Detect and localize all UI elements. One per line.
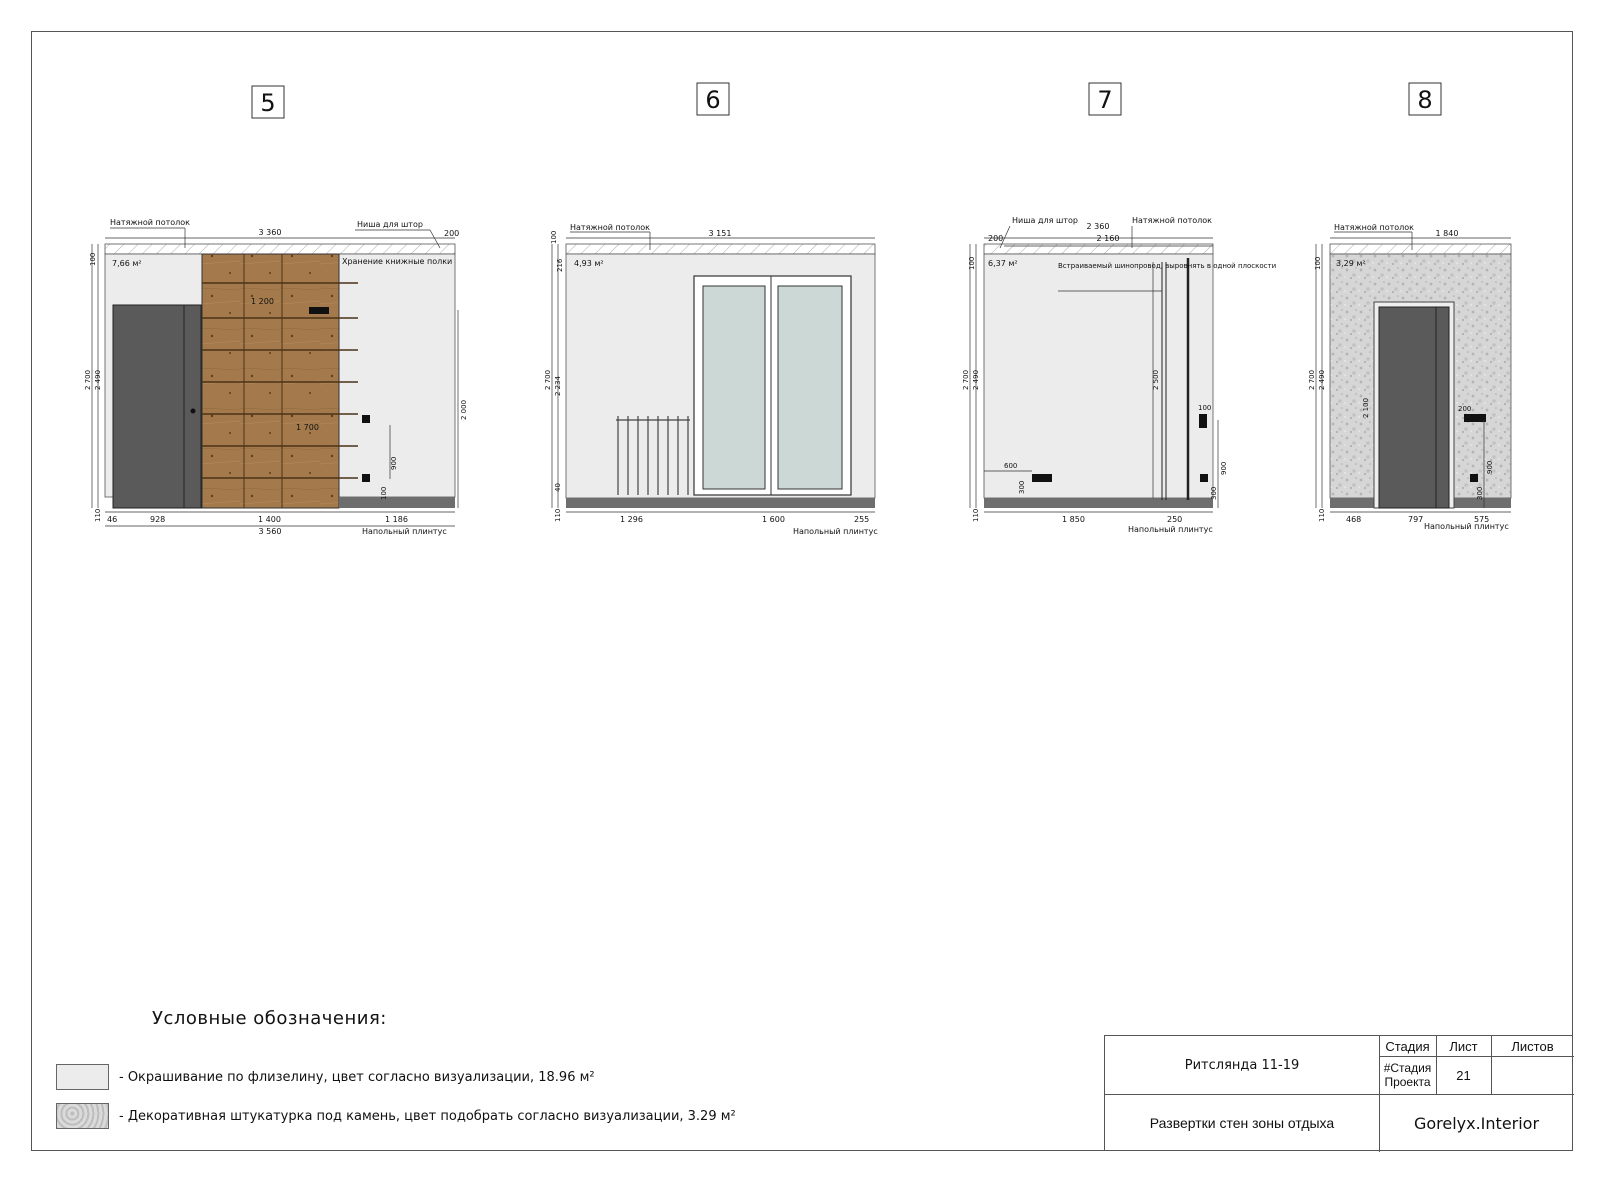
label-ceiling: Натяжной потолок bbox=[110, 218, 190, 227]
dim-bottom-total: 3 560 bbox=[258, 527, 282, 536]
dim-top-total: 2 360 bbox=[1086, 222, 1110, 231]
sheet-value: 21 bbox=[1456, 1067, 1471, 1083]
dim-top-total: 3 151 bbox=[708, 229, 732, 238]
dim-shelf-2: 1 700 bbox=[296, 423, 319, 432]
area-label: 7,66 м² bbox=[112, 259, 142, 268]
label-niche: Ниша для штор bbox=[1012, 216, 1078, 225]
dim-socket-height: 900 bbox=[1220, 461, 1228, 475]
dim-socket-low: 300 bbox=[1210, 486, 1218, 500]
door bbox=[113, 305, 201, 508]
dim-base: 110 bbox=[554, 508, 562, 522]
socket-icon bbox=[1032, 474, 1052, 482]
sheets-header: Листов bbox=[1511, 1038, 1554, 1054]
title-block bbox=[1104, 1035, 1573, 1151]
dim-top-total: 3 360 bbox=[258, 228, 282, 237]
dim-ceiling-height: 100 bbox=[1314, 256, 1322, 270]
elevation-6 bbox=[544, 83, 878, 536]
dim-b2: 928 bbox=[150, 515, 166, 524]
dim-b1: 468 bbox=[1346, 515, 1362, 524]
legend-item-paint bbox=[56, 1064, 595, 1090]
dim-height-total: 2 700 bbox=[544, 369, 552, 390]
door-handle-icon bbox=[191, 409, 196, 414]
legend-item-stone bbox=[56, 1103, 736, 1129]
area-label: 3,29 м² bbox=[1336, 259, 1366, 268]
dim-socket-low: 100 bbox=[380, 486, 388, 500]
dim-b2: 250 bbox=[1167, 515, 1183, 524]
window-pane-left bbox=[703, 286, 765, 489]
dim-b1: 1 296 bbox=[620, 515, 643, 524]
dim-socket-height: 900 bbox=[390, 456, 398, 470]
dim-socket-top: 100 bbox=[1198, 404, 1212, 412]
elevation-8 bbox=[1308, 83, 1511, 531]
ceiling-strip bbox=[984, 244, 1213, 254]
label-skirting: Напольный плинтус bbox=[362, 527, 447, 536]
skirting bbox=[339, 497, 455, 508]
label-niche: Ниша для штор bbox=[357, 220, 423, 229]
dim-ceiling-height: 100 bbox=[968, 256, 976, 270]
door bbox=[1379, 307, 1449, 508]
dim-b3: 255 bbox=[854, 515, 870, 524]
dim-right-height: 2 000 bbox=[460, 399, 468, 420]
label-ceiling: Натяжной потолок bbox=[1334, 223, 1414, 232]
dim-height-wall: 2 490 bbox=[94, 369, 102, 390]
stage-header: Стадия bbox=[1385, 1038, 1430, 1054]
sheet-header: Лист bbox=[1449, 1038, 1478, 1054]
dim-height-total: 2 700 bbox=[84, 369, 92, 390]
dim-b2: 797 bbox=[1408, 515, 1424, 524]
dim-base: 110 bbox=[1318, 508, 1326, 522]
dim-height-wall: 2 490 bbox=[972, 369, 980, 390]
elevation-5 bbox=[84, 86, 468, 536]
dim-socket-low: 300 bbox=[1476, 486, 1484, 500]
label-ceiling: Натяжной потолок bbox=[570, 223, 650, 232]
legend-swatch-paint bbox=[56, 1064, 109, 1090]
sheets-value bbox=[1491, 1056, 1574, 1094]
elevation-number: 7 bbox=[1097, 86, 1113, 114]
dim-b3: 575 bbox=[1474, 515, 1490, 524]
dim-b3: 1 400 bbox=[258, 515, 281, 524]
switch-icon bbox=[1464, 414, 1486, 422]
dim-socket-height: 900 bbox=[1486, 460, 1494, 474]
dim-left-socket: 600 bbox=[1004, 462, 1018, 470]
label-skirting: Напольный плинтус bbox=[1128, 525, 1213, 534]
dim-height-total: 2 700 bbox=[962, 369, 970, 390]
dim-niche-width: 200 bbox=[444, 229, 460, 238]
dim-left-low: 300 bbox=[1018, 480, 1026, 494]
dim-base: 110 bbox=[94, 508, 102, 522]
label-skirting: Напольный плинтус bbox=[793, 527, 878, 536]
wall-surface bbox=[984, 254, 1213, 498]
legend-text-paint: - Окрашивание по флизелину, цвет согласно визуализации, 18.96 м² bbox=[119, 1069, 595, 1085]
elevation-number: 8 bbox=[1417, 86, 1433, 114]
socket-icon bbox=[1470, 474, 1478, 482]
label-storage: Хранение книжные полки bbox=[342, 257, 453, 266]
company-name: Gorelyx.Interior bbox=[1413, 1113, 1540, 1133]
dim-height-total: 2 700 bbox=[1308, 369, 1316, 390]
switch-icon bbox=[309, 307, 329, 314]
label-skirting: Напольный плинтус bbox=[1424, 522, 1509, 531]
elevation-7 bbox=[962, 83, 1276, 534]
elevation-number: 5 bbox=[260, 89, 276, 117]
dim-switch-offset: 200 bbox=[1458, 405, 1472, 413]
dim-height-wall: 2 234 bbox=[554, 375, 562, 396]
project-name: Ритсляндa 11-19 bbox=[1184, 1057, 1300, 1073]
ceiling-strip bbox=[1330, 244, 1511, 254]
socket-icon bbox=[362, 415, 370, 423]
dim-shelf-1: 1 200 bbox=[251, 297, 274, 306]
dim-top-inner: 2 160 bbox=[1096, 234, 1120, 243]
legend-text-stone: - Декоративная штукатурка под камень, цвет подобрать согласно визуализации, 3.29 м² bbox=[119, 1108, 736, 1124]
elevation-number: 6 bbox=[705, 86, 721, 114]
sheet-name: Развертки стен зоны отдыха bbox=[1149, 1115, 1335, 1131]
socket-icon bbox=[362, 474, 370, 482]
skirting bbox=[566, 498, 875, 508]
dim-ceiling-height: 100 bbox=[89, 252, 97, 266]
socket-icon bbox=[1200, 474, 1208, 482]
dim-ceiling-height: 100 bbox=[550, 230, 558, 244]
skirting bbox=[984, 498, 1213, 508]
dim-b4: 1 186 bbox=[385, 515, 408, 524]
area-label: 4,93 м² bbox=[574, 259, 604, 268]
area-label: 6,37 м² bbox=[988, 259, 1018, 268]
dim-base: 110 bbox=[972, 508, 980, 522]
dim-door-height: 2 100 bbox=[1362, 397, 1370, 418]
dim-low: 40 bbox=[554, 483, 562, 492]
dim-gap: 216 bbox=[556, 258, 564, 272]
ceiling-strip bbox=[566, 244, 875, 254]
legend-title: Условные обозначения: bbox=[152, 1008, 387, 1029]
label-ceiling: Натяжной потолок bbox=[1132, 216, 1212, 225]
switch-icon bbox=[1199, 414, 1207, 428]
dim-niche-width: 200 bbox=[988, 234, 1004, 243]
dim-top-total: 1 840 bbox=[1435, 229, 1459, 238]
dim-rail-height: 2 500 bbox=[1152, 369, 1160, 390]
dim-b2: 1 600 bbox=[762, 515, 785, 524]
ceiling-strip bbox=[105, 244, 455, 254]
stage-value: #Стадия Проекта bbox=[1383, 1061, 1432, 1089]
dim-b1: 1 850 bbox=[1062, 515, 1085, 524]
dim-height-wall: 2 490 bbox=[1318, 369, 1326, 390]
label-rail: Встраиваемый шинопровод, выровнять в одной плоскости bbox=[1058, 262, 1277, 270]
legend-swatch-stone bbox=[56, 1103, 109, 1129]
window-pane-right bbox=[778, 286, 842, 489]
bookcase bbox=[202, 254, 339, 508]
dim-b1: 46 bbox=[107, 515, 118, 524]
